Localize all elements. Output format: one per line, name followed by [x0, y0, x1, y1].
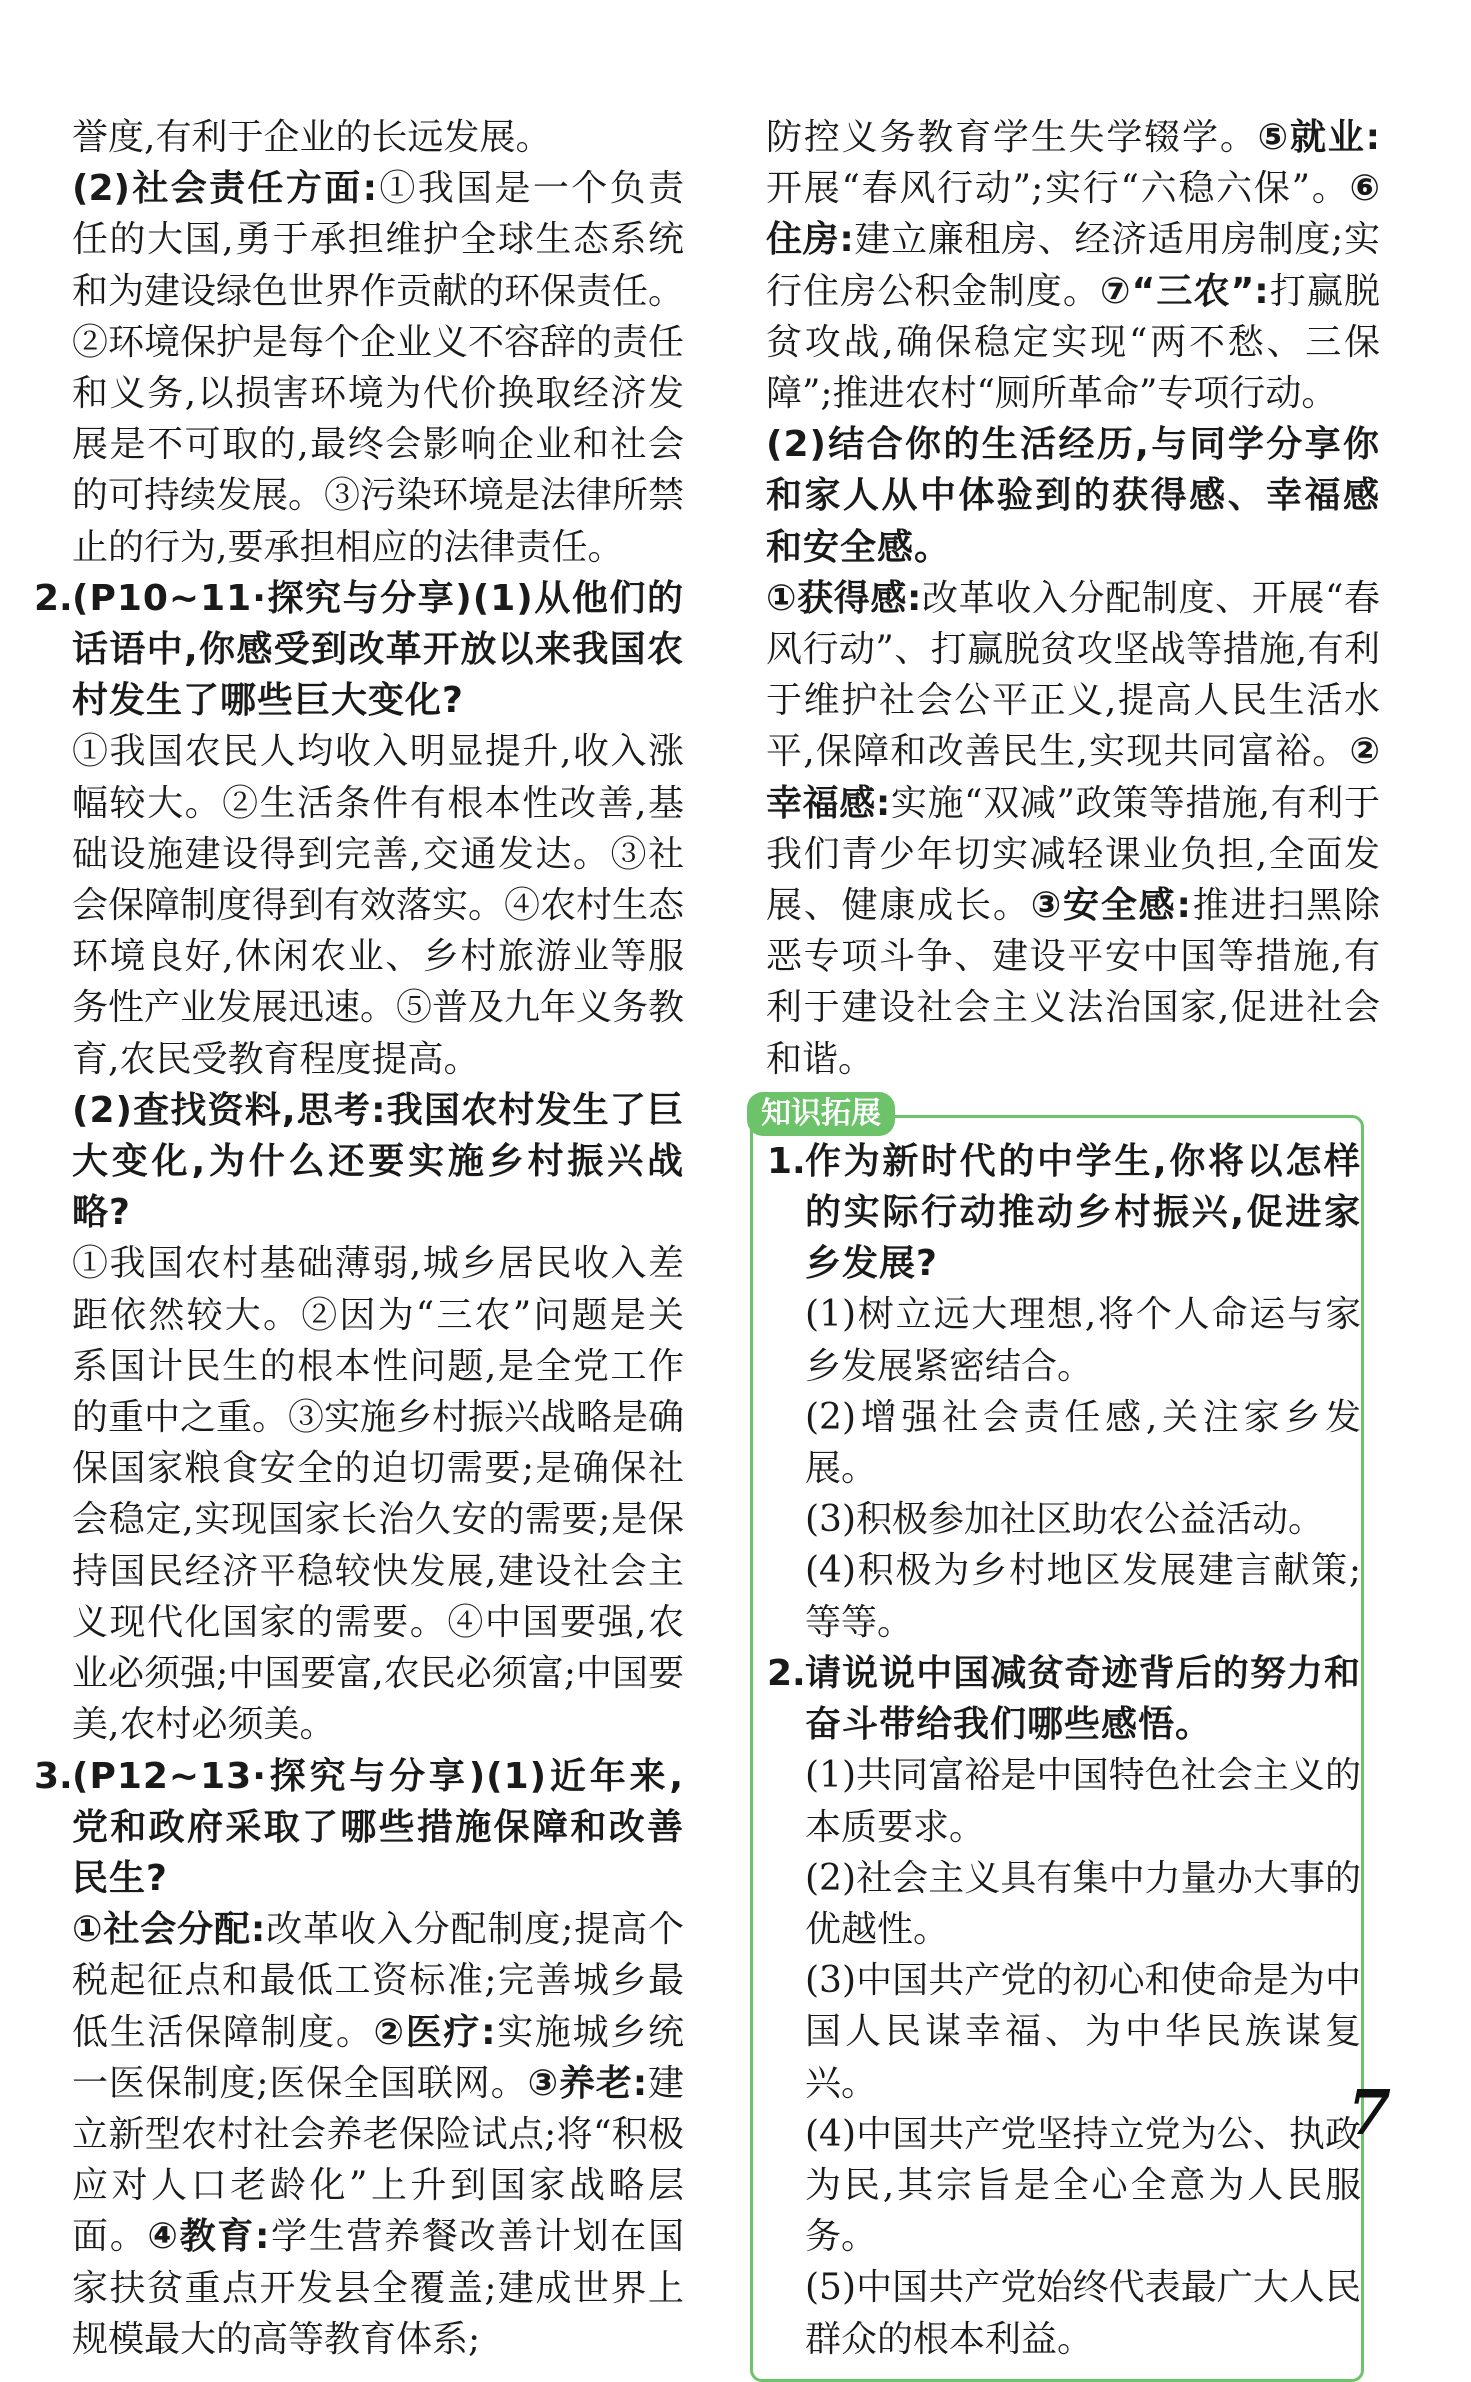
- label: ⑤就业:: [1257, 117, 1380, 158]
- social-responsibility-paragraph: [72, 163, 684, 573]
- text: 实施城乡统一医保制度;医保全国联网。: [72, 2011, 684, 2104]
- answer-item: (3)积极参加社区助农公益活动。: [805, 1499, 1324, 1541]
- text: 开展“春风行动”;实行“六稳六保”。: [766, 168, 1350, 210]
- text: 建立廉租房、经济适用房制度;实行住房公积金制度。: [766, 219, 1380, 312]
- text: 建立新型农村社会养老保险试点;将“积极应对人口老龄化”上升到国家战略层面。: [72, 2062, 684, 2258]
- question-subpart: (2)查找资料,思考:我国农村发生了巨大变化,为什么还要实施乡村振兴战略?: [72, 1089, 684, 1234]
- knowledge-extension-tag: 知识拓展: [747, 1092, 895, 1136]
- label: (2)社会责任方面:: [72, 168, 377, 210]
- text: 学生营养餐改善计划在国家扶贫重点开发县全覆盖;建成世界上规模最大的高等教育体系;: [72, 2216, 684, 2360]
- question-title: (P12~13·探究与分享)(1)近年来,党和政府采取了哪些措施保障和改善民生?: [72, 1755, 684, 1899]
- question-2: [34, 573, 684, 727]
- question-title: 请说说中国减贫奇迹背后的努力和奋斗带给我们哪些感悟。: [805, 1652, 1361, 1746]
- answer-item: (5)中国共产党始终代表最广大人民群众的根本利益。: [805, 2267, 1361, 2360]
- label: ⑦“三农”:: [1100, 270, 1269, 312]
- label: ③养老:: [527, 2062, 648, 2104]
- label: ②幸福感:: [766, 731, 1380, 824]
- label: ⑥住房:: [766, 168, 1380, 261]
- answer-item: (1)共同富裕是中国特色社会主义的本质要求。: [805, 1755, 1361, 1848]
- answer: [72, 1904, 684, 2365]
- text: 防控义务教育学生失学辍学。: [766, 117, 1258, 158]
- question-number: 3.: [34, 1755, 73, 1797]
- question-title: (P10~11·探究与分享)(1)从他们的话语中,你感受到改革开放以来我国农村发生了哪些巨大变化?: [72, 577, 684, 722]
- page-number: 7: [1347, 2076, 1391, 2149]
- left-column: [34, 112, 685, 2365]
- label: ②医疗:: [373, 2011, 496, 2053]
- answer-item: (1)树立远大理想,将个人命运与家乡发展紧密结合。: [805, 1294, 1361, 1387]
- question-subpart: (2)结合你的生活经历,与同学分享你和家人从中体验到的获得感、幸福感和安全感。: [766, 424, 1380, 568]
- knowledge-extension-box: [750, 1095, 1364, 2382]
- text: 推进扫黑除恶专项斗争、建设平安中国等措施,有利于建设社会主义法治国家,促进社会和谐。: [766, 885, 1380, 1080]
- answer-continued: [766, 112, 1380, 419]
- question-number: 1.: [767, 1140, 806, 1182]
- text: ①我国是一个负责任的大国,勇于承担维护全球生态系统和为建设绿色世界作贡献的环保责任。②环境保护是每个企业义不容辞的责任和义务,以损害环境为代价换取经济发展是不可取的,最终会影响企业和社会的可持续发展。③污染环境是法律所禁止的行为,要承担相应的法律责任。: [72, 168, 685, 568]
- label: ①社会分配:: [72, 1909, 266, 1951]
- question-title: 作为新时代的中学生,你将以怎样的实际行动推动乡村振兴,促进家乡发展?: [805, 1140, 1361, 1285]
- paragraph: 誉度,有利于企业的长远发展。: [72, 117, 552, 158]
- text: 实施“双减”政策等措施,有利于我们青少年切实减轻课业负担,全面发展、健康成长。: [766, 782, 1380, 927]
- text: 改革收入分配制度;提高个税起征点和最低工资标准;完善城乡最低生活保障制度。: [72, 1909, 684, 2053]
- label: ③安全感:: [1030, 885, 1191, 927]
- answer-item: (2)社会主义具有集中力量办大事的优越性。: [805, 1857, 1361, 1950]
- label: ④教育:: [147, 2216, 270, 2258]
- extension-question-1: [767, 1136, 1361, 1648]
- answer: ①我国农民人均收入明显提升,收入涨幅较大。②生活条件有根本性改善,基础设施建设得到完善,交通发达。③社会保障制度得到有效落实。④农村生态环境良好,休闲农业、乡村旅游业等服务性产业发展迅速。⑤普及九年义务教育,农民受教育程度提高。: [72, 731, 685, 1080]
- answer-item: (3)中国共产党的初心和使命是为中国人民谋幸福、为中华民族谋复兴。: [805, 1960, 1361, 2104]
- answer-item: (4)积极为乡村地区发展建言献策;等等。: [805, 1550, 1361, 1643]
- right-column: [761, 112, 1380, 2382]
- text: 改革收入分配制度、开展“春风行动”、打赢脱贫攻坚战等措施,有利于维护社会公平正义,提高人民生活水平,保障和改善民生,实现共同富裕。: [766, 577, 1380, 773]
- answer-item: (2)增强社会责任感,关注家乡发展。: [805, 1396, 1361, 1490]
- answer: [766, 573, 1380, 1085]
- question-number: 2.: [34, 577, 73, 619]
- label: ①获得感:: [766, 577, 922, 619]
- text: 打赢脱贫攻战,确保稳定实现“两不愁、三保障”;推进农村“厕所革命”专项行动。: [766, 270, 1380, 415]
- extension-question-2: [767, 1648, 1361, 2365]
- question-3: [34, 1751, 684, 1905]
- question-number: 2.: [767, 1652, 806, 1694]
- answer-item: (4)中国共产党坚持立党为公、执政为民,其宗旨是全心全意为人民服务。: [805, 2113, 1361, 2258]
- answer: ①我国农村基础薄弱,城乡居民收入差距依然较大。②因为“三农”问题是关系国计民生的根本性问题,是全党工作的重中之重。③实施乡村振兴战略是确保国家粮食安全的迫切需要;是确保社会稳定,实现国家长治久安的需要;是保持国民经济平稳较快发展,建设社会主义现代化国家的需要。④中国要强,农业必须强;中国要富,农民必须富;中国要美,农村必须美。: [72, 1243, 685, 1746]
